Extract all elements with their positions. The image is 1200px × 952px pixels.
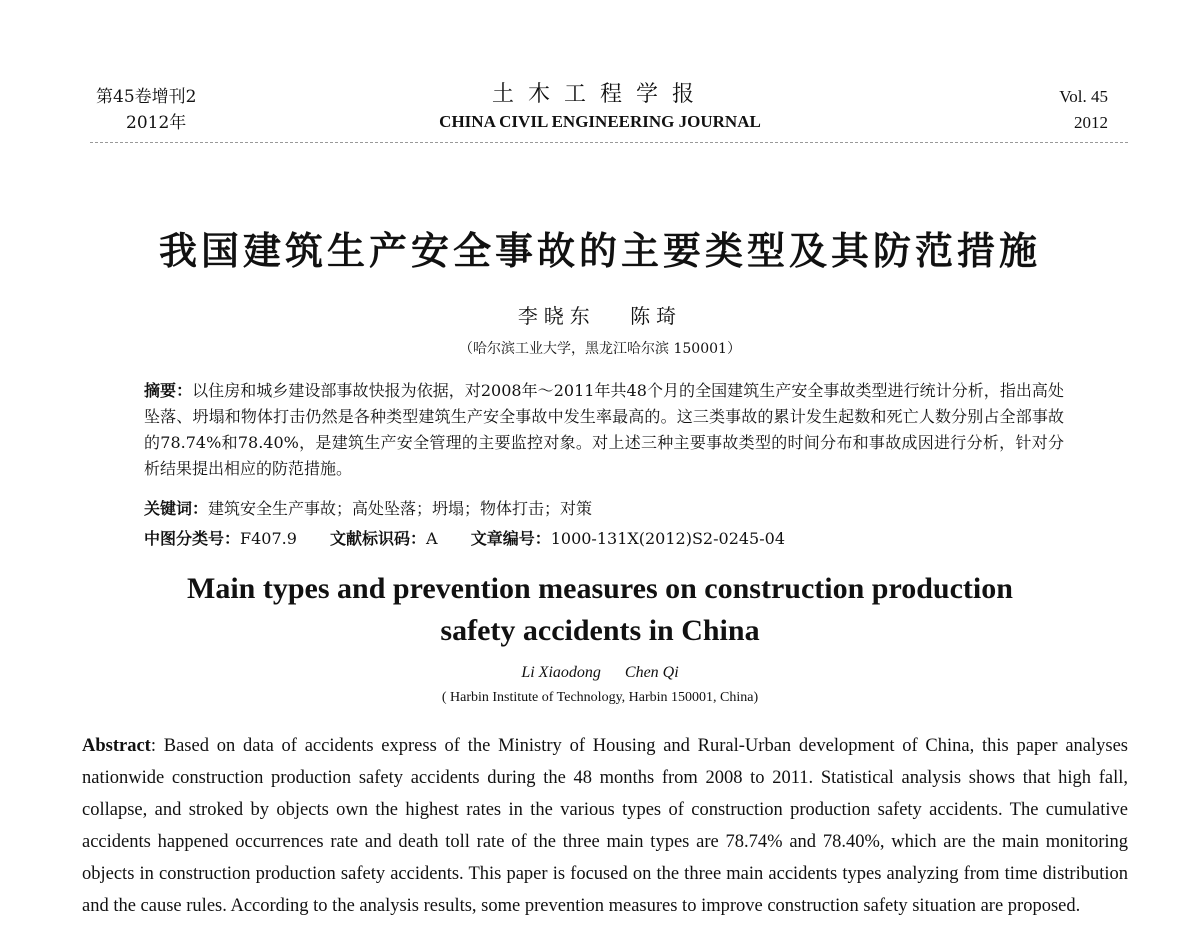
journal-title-cn: 土木工程学报 (491, 82, 708, 107)
author-2-cn: 陈琦 (630, 304, 683, 328)
volume-en: Vol. 45 (1059, 87, 1108, 106)
header-left (96, 84, 196, 136)
clc-value: F407.9 (240, 529, 297, 548)
journal-header (380, 80, 820, 134)
authors-en (0, 664, 1200, 682)
paper-title-en-line2: safety accidents in China (440, 614, 760, 647)
year-cn: 2012年 (126, 113, 187, 133)
doc-code-value: A (426, 529, 438, 548)
author-2-en: Chen Qi (624, 664, 679, 681)
keywords-text-cn: 建筑安全生产事故；高处坠落；坍塌；物体打击；对策 (208, 499, 593, 518)
header-divider (90, 142, 1128, 143)
clc-label: 中图分类号： (144, 529, 241, 548)
affiliation-cn: （哈尔滨工业大学，黑龙江哈尔滨 150001） (459, 341, 741, 357)
classification-line (144, 526, 785, 552)
year-en: 2012 (1074, 113, 1108, 132)
abstract-cn (144, 378, 1064, 482)
keywords-cn (144, 496, 592, 522)
abstract-label-en: Abstract (82, 736, 151, 756)
abstract-label-cn: 摘要： (144, 381, 193, 400)
volume-cn: 第45卷增刊2 (96, 87, 197, 107)
abstract-text-en: : Based on data of accidents express of the Ministry of Housing and Rural-Urban development of China, this paper analyses nationwide construction production safety accidents during the 48 months from 2008 to 2011. Statistical analysis shows that high fall, collapse, and stroked by objects own the highest rates in the various types of construction production safety accidents. The cumulative accidents happened occurrences rate and death toll rate of the three main types are 78.74% and 78.40%, which are the main monitoring objects in construction production safety accidents. This paper is focused on the three main accidents types analyzing from time distribution and the cause rules. According to the analysis results, some prevention measures to improve construction safety situation are proposed. (82, 736, 1128, 916)
article-no-label: 文章编号： (470, 529, 551, 548)
journal-title-en: CHINA CIVIL ENGINEERING JOURNAL (439, 112, 761, 131)
header-right (1059, 84, 1108, 136)
authors-cn (0, 300, 1200, 329)
keywords-label-cn: 关键词： (144, 499, 209, 518)
doc-code-label: 文献标识码： (330, 529, 427, 548)
paper-title-en-line1: Main types and prevention measures on construction production (187, 572, 1013, 605)
author-1-cn: 李晓东 (517, 304, 596, 328)
abstract-text-cn: 以住房和城乡建设部事故快报为依据，对2008年～2011年共48个月的全国建筑生产安全事故类型进行统计分析，指出高处坠落、坍塌和物体打击仍然是各种类型建筑生产安全事故中发生率最高的。这三类事故的累计发生起数和死亡人数分别占全部事故的78.74%和78.40%，是建筑生产安全管理的主要监控对象。对上述三种主要事故类型的时间分布和事故成因进行分析，针对分析结果提出相应的防范措施。 (144, 381, 1064, 478)
affiliation-en: ( Harbin Institute of Technology, Harbin 150001, China) (441, 690, 759, 705)
paper-title-cn: 我国建筑生产安全事故的主要类型及其防范措施 (158, 229, 1041, 273)
article-no-value: 1000-131X(2012)S2-0245-04 (550, 529, 785, 548)
author-1-en: Li Xiaodong (521, 664, 601, 681)
paper-title-en (0, 568, 1200, 652)
abstract-en (82, 730, 1128, 922)
